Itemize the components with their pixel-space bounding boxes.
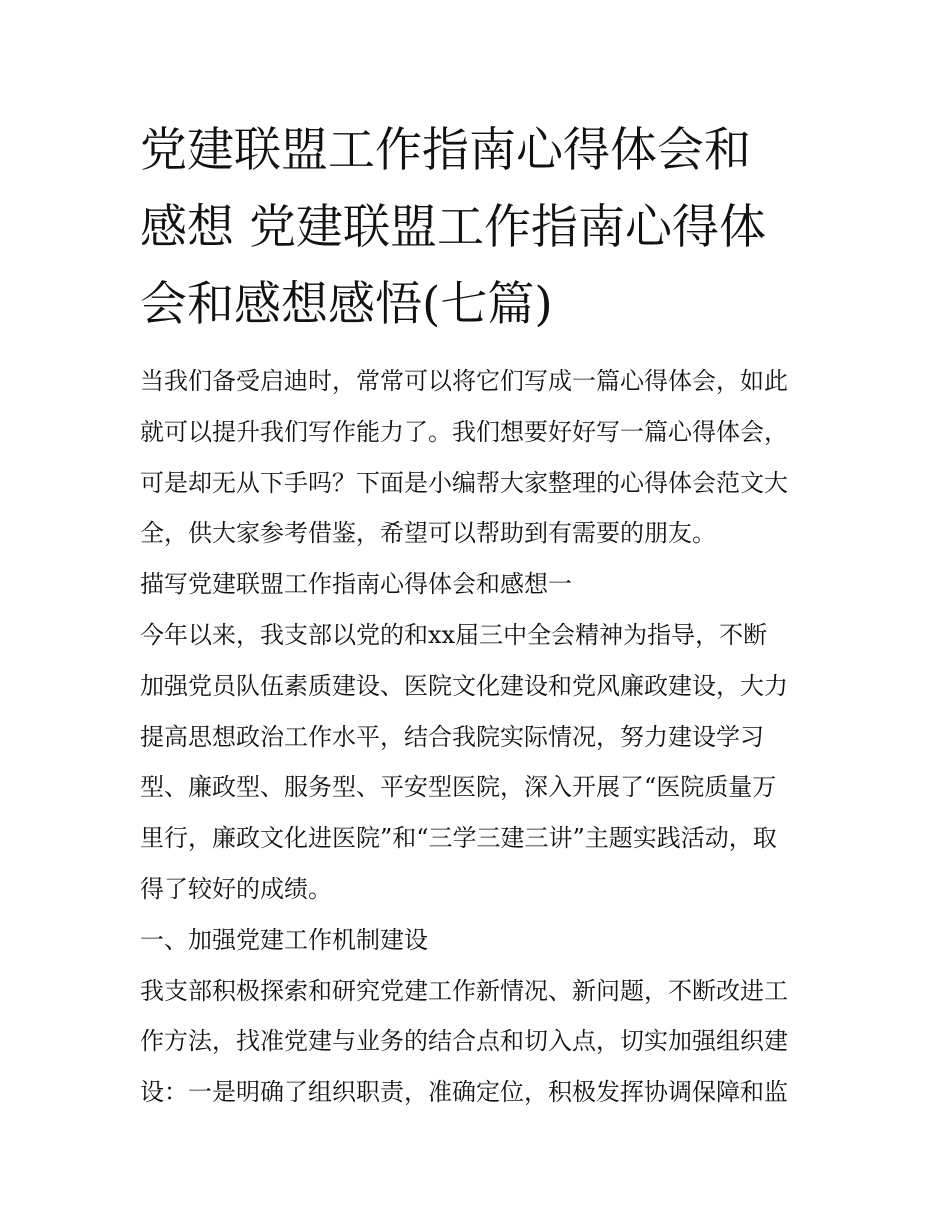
body-line: 可是却无从下手吗？下面是小编帮大家整理的心得体会范文大 [140,468,788,497]
body-line: 得了较好的成绩。 [140,874,332,903]
body-line: 提高思想政治工作水平，结合我院实际情况，努力建设学习 [140,722,764,751]
body-line: 全，供大家参考借鉴，希望可以帮助到有需要的朋友。 [140,519,716,548]
body-line: 设：一是明确了组织职责，准确定位，积极发挥协调保障和监 [140,1078,788,1107]
body-line: 作方法，找准党建与业务的结合点和切入点，切实加强组织建 [140,1027,788,1056]
document-body [140,356,820,1118]
title-line: 感想 党建联盟工作指南心得体 [140,200,766,255]
body-line: 就可以提升我们写作能力了。我们想要好好写一篇心得体会， [140,417,788,446]
section-heading: 一、加强党建工作机制建设 [140,925,428,954]
title-line: 党建联盟工作指南心得体会和 [140,123,751,178]
body-line: 当我们备受启迪时，常常可以将它们写成一篇心得体会，如此 [140,367,788,395]
body-line: 我支部积极探索和研究党建工作新情况、新问题，不断改进工 [140,976,788,1005]
section-heading: 描写党建联盟工作指南心得体会和感想一 [140,570,572,599]
body-line: 今年以来，我支部以党的和xx届三中全会精神为指导，不断 [140,620,768,649]
body-line: 加强党员队伍素质建设、医院文化建设和党风廉政建设，大力 [140,671,788,700]
document-title [140,112,820,343]
body-line: 里行，廉政文化进医院”和“三学三建三讲”主题实践活动，取 [140,824,777,853]
title-line: 会和感想感悟(七篇) [140,277,553,332]
body-line: 型、廉政型、服务型、平安型医院，深入开展了“医院质量万 [140,773,777,802]
